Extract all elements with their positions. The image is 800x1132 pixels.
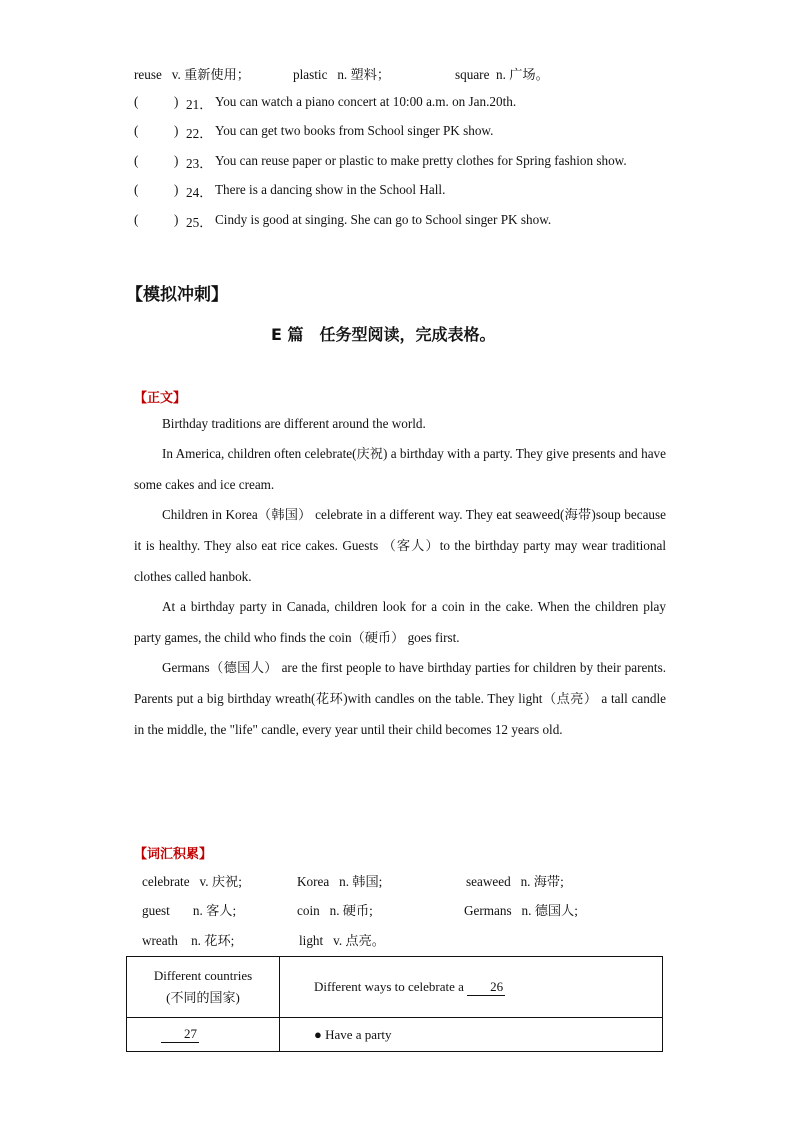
answer-blank-26[interactable]: 26 [467,979,505,996]
vocab-square: square n. 广场。 [455,67,549,82]
vocab-light: light v. 点亮。 [299,933,385,948]
passage-paragraph-1: Birthday traditions are different around the world. [162,416,426,431]
question-number: 23． [186,156,213,171]
answer-paren-close: ) [174,123,179,138]
answer-paren-open: ( [134,153,139,168]
vocab-seaweed: seaweed n. 海带; [466,874,564,889]
question-number: 21． [186,97,213,112]
way-cell [280,1018,663,1052]
answer-paren-close: ) [174,212,179,227]
question-number: 25． [186,215,213,230]
task-table [126,956,663,1052]
vocab-celebrate: celebrate v. 庆祝; [142,874,242,889]
question-number: 24． [186,185,213,200]
passage-paragraph-3: Children in Korea（韩国） celebrate in a different way. They eat seaweed(海带)soup because it is healthy. They also eat rice cakes. Guests （客人）to the birthday party may wear traditional clothes called hanbok. [134,507,666,584]
question-text: You can get two books from School singer PK show. [215,123,494,138]
vocab-korea: Korea n. 韩国; [297,874,383,889]
question-text: Cindy is good at singing. She can go to School singer PK show. [215,212,552,227]
question-number: 22． [186,126,213,141]
section-title: 【模拟冲刺】 [126,285,228,305]
vocab-plastic: plastic n. 塑料； [293,67,391,82]
vocab-reuse: reuse v. 重新使用； [134,67,250,82]
answer-paren-close: ) [174,182,179,197]
answer-paren-open: ( [134,94,139,109]
answer-blank-27[interactable]: 27 [161,1026,199,1043]
passage-paragraph-2: In America, children often celebrate(庆祝) a birthday with a party. They give presents and have some cakes and ice cream. [134,446,666,492]
passage-paragraph-4: At a birthday party in Canada, children look for a coin in the cake. When the children play party games, the child who finds the coin（硬币） goes first. [134,599,666,645]
answer-paren-open: ( [134,212,139,227]
vocab-label: 【词汇积累】 [134,847,213,862]
question-text: You can watch a piano concert at 10:00 a.m. on Jan.20th. [215,94,517,109]
answer-paren-open: ( [134,182,139,197]
question-text: There is a dancing show in the School Hall. [215,182,446,197]
answer-paren-close: ) [174,153,179,168]
answer-paren-open: ( [134,123,139,138]
header-ways-cell [280,957,663,1018]
question-text: You can reuse paper or plastic to make pretty clothes for Spring fashion show. [215,153,627,168]
way-text: Have a party [325,1026,392,1042]
passage-paragraph-5: Germans（德国人） are the first people to have birthday parties for children by their parents. Parents put a big birthday wreath(花环)with candles on the table. They light（点亮） a tall candle in the middle, the "life" candle, every year until their child becomes 12 years old. [134,660,666,737]
country-cell [127,1018,280,1052]
table-row [127,1018,663,1052]
text-label: 【正文】 [134,391,187,406]
vocab-coin: coin n. 硬币; [297,903,373,918]
table-header-row [127,957,663,1018]
part-title: E 篇 任务型阅读，完成表格。 [271,325,496,344]
answer-paren-close: ) [174,94,179,109]
header-ways-text: Different ways to celebrate a [314,978,464,994]
vocab-wreath: wreath n. 花环; [142,933,235,948]
vocab-guest: guest n. 客人; [142,903,237,918]
vocab-germans: Germans n. 德国人; [464,903,578,918]
header-countries-en: Different countries [153,968,253,983]
bullet-icon: ● [314,1026,322,1042]
header-countries-zh: (不同的国家) [166,990,240,1005]
header-countries-cell [127,957,280,1018]
